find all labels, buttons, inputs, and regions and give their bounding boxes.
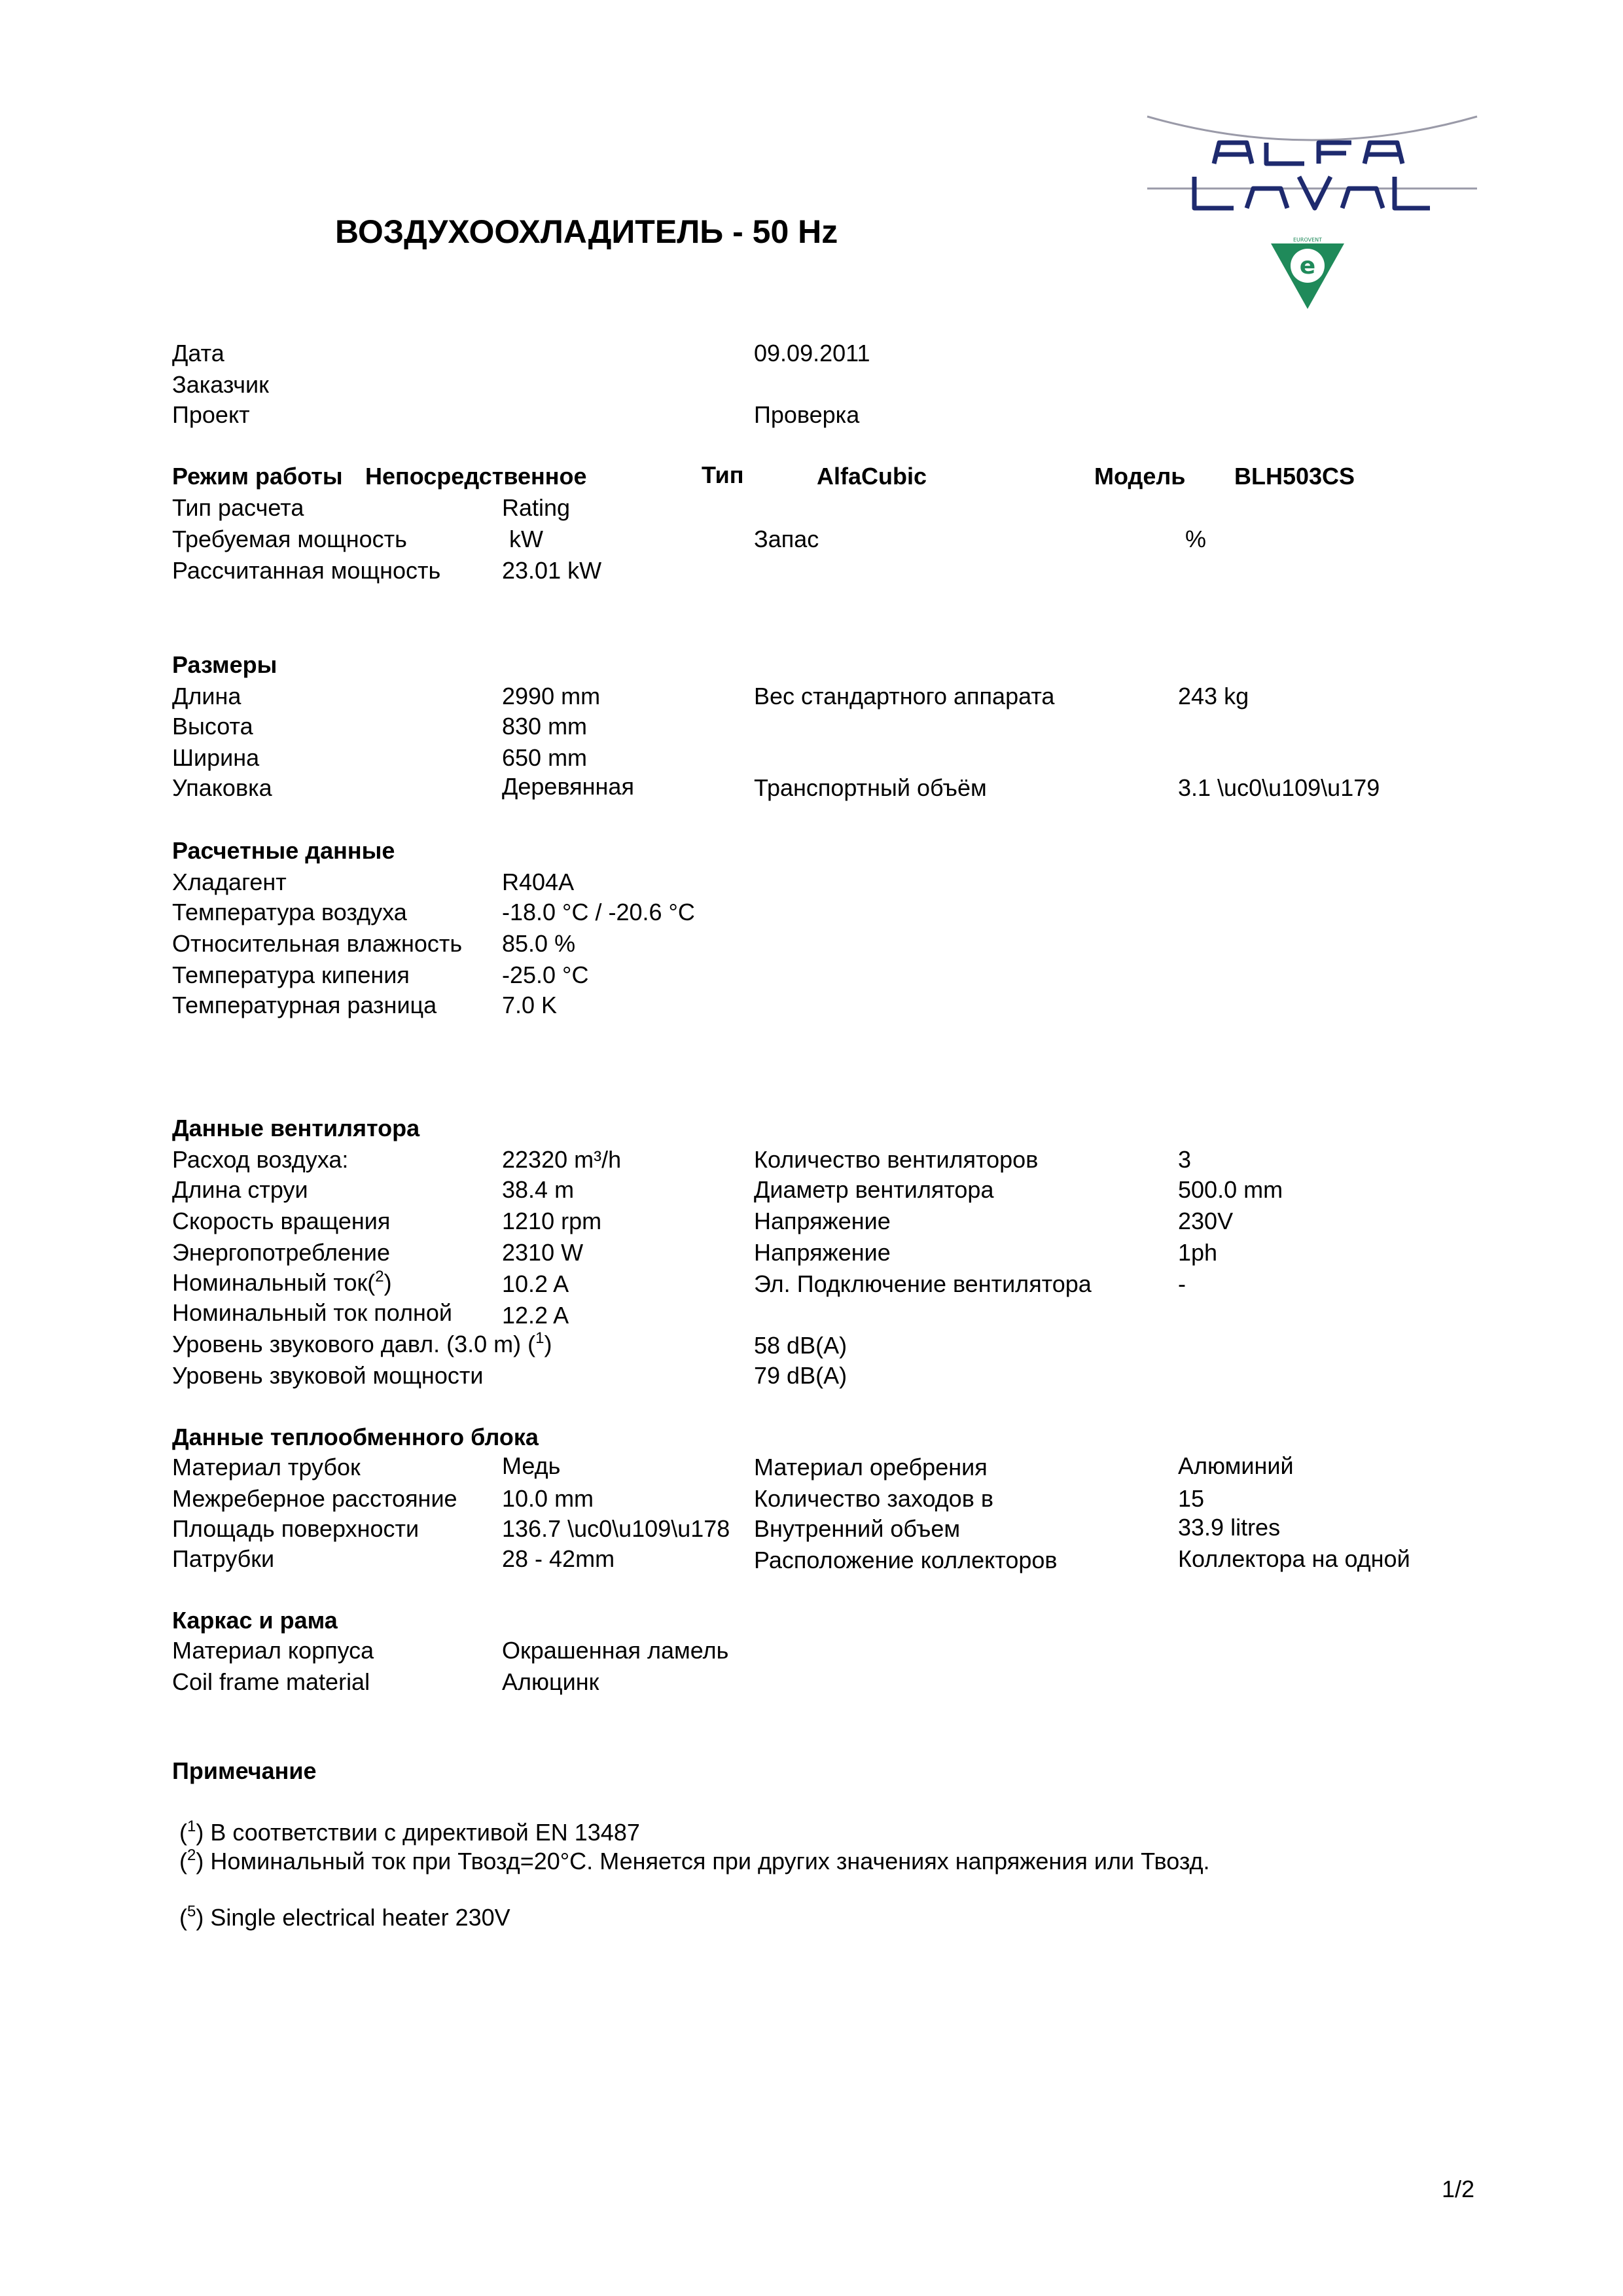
eurovent-badge-icon <box>1268 236 1347 314</box>
air-throw-value: 38.4 m <box>502 1176 575 1203</box>
project-value: Проверка <box>754 401 860 428</box>
type-value: AlfaCubic <box>817 463 927 490</box>
humidity-label: Относительная влажность <box>172 930 463 957</box>
temp-difference-value: 7.0 K <box>502 992 558 1018</box>
note-2: ($^2$) Номинальный ток при Твозд=20°С. Меняется при других значениях напряжения или Твозд. <box>179 1846 1210 1874</box>
required-capacity-label: Требуемая мощность <box>172 526 407 552</box>
fan-count-value: 3 <box>1178 1146 1192 1173</box>
mode-value: Непосредственное <box>365 463 587 490</box>
model-value: BLH503CS <box>1234 463 1355 490</box>
packing-value: Деревянная <box>502 773 634 800</box>
model-label: Модель <box>1094 463 1186 490</box>
nominal-current-value: 10.2 A <box>502 1270 569 1297</box>
reserve-value: % <box>1185 526 1207 552</box>
fan-data-heading: Данные вентилятора <box>172 1115 420 1141</box>
voltage-label: Напряжение <box>754 1208 891 1234</box>
date-value: 09.09.2011 <box>754 340 870 367</box>
fan-connection-value: - <box>1178 1270 1186 1297</box>
fin-pitch-label: Межреберное расстояние <box>172 1485 457 1512</box>
refrigerant-label: Хладагент <box>172 869 287 895</box>
calc-type-value: Rating <box>502 494 571 521</box>
fan-diameter-label: Диаметр вентилятора <box>754 1176 994 1203</box>
sound-power-label: Уровень звуковой мощности <box>172 1362 484 1389</box>
air-throw-label: Длина струи <box>172 1176 308 1203</box>
calculated-capacity-value: 23.01 kW <box>502 557 602 584</box>
surface-area-value: 136.7 \uc0\u109\u178 <box>502 1515 730 1542</box>
calculated-capacity-label: Рассчитанная мощность <box>172 557 441 584</box>
passes-value: 15 <box>1178 1485 1205 1512</box>
surface-area-label: Площадь поверхности <box>172 1515 419 1542</box>
evaporating-temp-label: Температура кипения <box>172 961 410 988</box>
required-capacity-value: kW <box>509 526 543 552</box>
full-load-current-label: Номинальный ток полной <box>172 1299 453 1326</box>
rotation-speed-label: Скорость вращения <box>172 1208 391 1234</box>
svg-text:e: e <box>1299 253 1316 279</box>
fan-connection-label: Эл. Подключение вентилятора <box>754 1270 1092 1297</box>
phase-value: 1ph <box>1178 1239 1218 1266</box>
header-position-value: Коллектора на одной <box>1178 1545 1410 1572</box>
note-5: ($^5$) Single electrical heater 230V <box>179 1903 510 1931</box>
weight-label: Вес стандартного аппарата <box>754 683 1055 709</box>
calc-type-label: Тип расчета <box>172 494 304 521</box>
rotation-speed-value: 1210 rpm <box>502 1208 602 1234</box>
coil-frame-value: Алюцинк <box>502 1668 599 1695</box>
internal-volume-value: 33.9 litres <box>1178 1514 1281 1541</box>
fin-pitch-value: 10.0 mm <box>502 1485 594 1512</box>
length-label: Длина <box>172 683 241 709</box>
connections-label: Патрубки <box>172 1545 275 1572</box>
fin-material-value: Алюминий <box>1178 1452 1294 1479</box>
passes-label: Количество заходов в <box>754 1485 993 1512</box>
transport-volume-value: 3.1 \uc0\u109\u179 <box>1178 774 1380 801</box>
airflow-label: Расход воздуха: <box>172 1146 349 1173</box>
airflow-value: 22320 m³/h <box>502 1146 622 1173</box>
header-position-label: Расположение коллекторов <box>754 1547 1058 1573</box>
document-title: ВОЗДУХООХЛАДИТЕЛЬ - 50 Hz <box>335 213 838 250</box>
connections-value: 28 - 42mm <box>502 1545 615 1572</box>
refrigerant-value: R404A <box>502 869 575 895</box>
sound-pressure-value: 58 dB(A) <box>754 1332 847 1359</box>
project-label: Проект <box>172 401 250 428</box>
air-temp-value: -18.0 °C / -20.6 °C <box>502 899 695 925</box>
note-1: ($^1$) В соответствии с директивой EN 13487 <box>179 1818 640 1846</box>
page-number: 1/2 <box>1442 2176 1475 2202</box>
phase-label: Напряжение <box>754 1239 891 1266</box>
fin-material-label: Материал оребрения <box>754 1454 988 1480</box>
width-value: 650 mm <box>502 744 588 771</box>
height-value: 830 mm <box>502 713 588 740</box>
tube-material-value: Медь <box>502 1452 561 1479</box>
internal-volume-label: Внутренний объем <box>754 1515 961 1542</box>
full-load-current-value: 12.2 A <box>502 1302 569 1329</box>
evaporating-temp-value: -25.0 °C <box>502 961 589 988</box>
mode-label: Режим работы <box>172 463 343 490</box>
tube-material-label: Материал трубок <box>172 1454 361 1480</box>
fan-count-label: Количество вентиляторов <box>754 1146 1039 1173</box>
type-label: Тип <box>702 461 744 488</box>
power-consumption-value: 2310 W <box>502 1239 584 1266</box>
reserve-label: Запас <box>754 526 819 552</box>
alfa-laval-logo <box>1142 111 1482 229</box>
svg-text:EUROVENT: EUROVENT <box>1293 237 1323 243</box>
casing-material-value: Окрашенная ламель <box>502 1637 729 1664</box>
sound-power-value: 79 dB(A) <box>754 1362 847 1389</box>
humidity-value: 85.0 % <box>502 930 576 957</box>
frame-heading: Каркас и рама <box>172 1607 338 1634</box>
voltage-value: 230V <box>1178 1208 1234 1234</box>
dimensions-heading: Размеры <box>172 651 277 678</box>
date-label: Дата <box>172 340 224 367</box>
length-value: 2990 mm <box>502 683 601 709</box>
customer-label: Заказчик <box>172 371 269 398</box>
heat-exchanger-heading: Данные теплообменного блока <box>172 1424 539 1450</box>
coil-frame-label: Coil frame material <box>172 1668 370 1695</box>
width-label: Ширина <box>172 744 260 771</box>
height-label: Высота <box>172 713 253 740</box>
packing-label: Упаковка <box>172 774 272 801</box>
nominal-current-label: Номинальный ток($^2$) <box>172 1268 392 1296</box>
air-temp-label: Температура воздуха <box>172 899 407 925</box>
casing-material-label: Материал корпуса <box>172 1637 374 1664</box>
notes-heading: Примечание <box>172 1757 317 1784</box>
power-consumption-label: Энергопотребление <box>172 1239 391 1266</box>
design-data-heading: Расчетные данные <box>172 837 395 864</box>
temp-difference-label: Температурная разница <box>172 992 437 1018</box>
transport-volume-label: Транспортный объём <box>754 774 987 801</box>
weight-value: 243 kg <box>1178 683 1249 709</box>
sound-pressure-label: Уровень звукового давл. (3.0 m) ($^1$) <box>172 1329 552 1357</box>
fan-diameter-value: 500.0 mm <box>1178 1176 1283 1203</box>
